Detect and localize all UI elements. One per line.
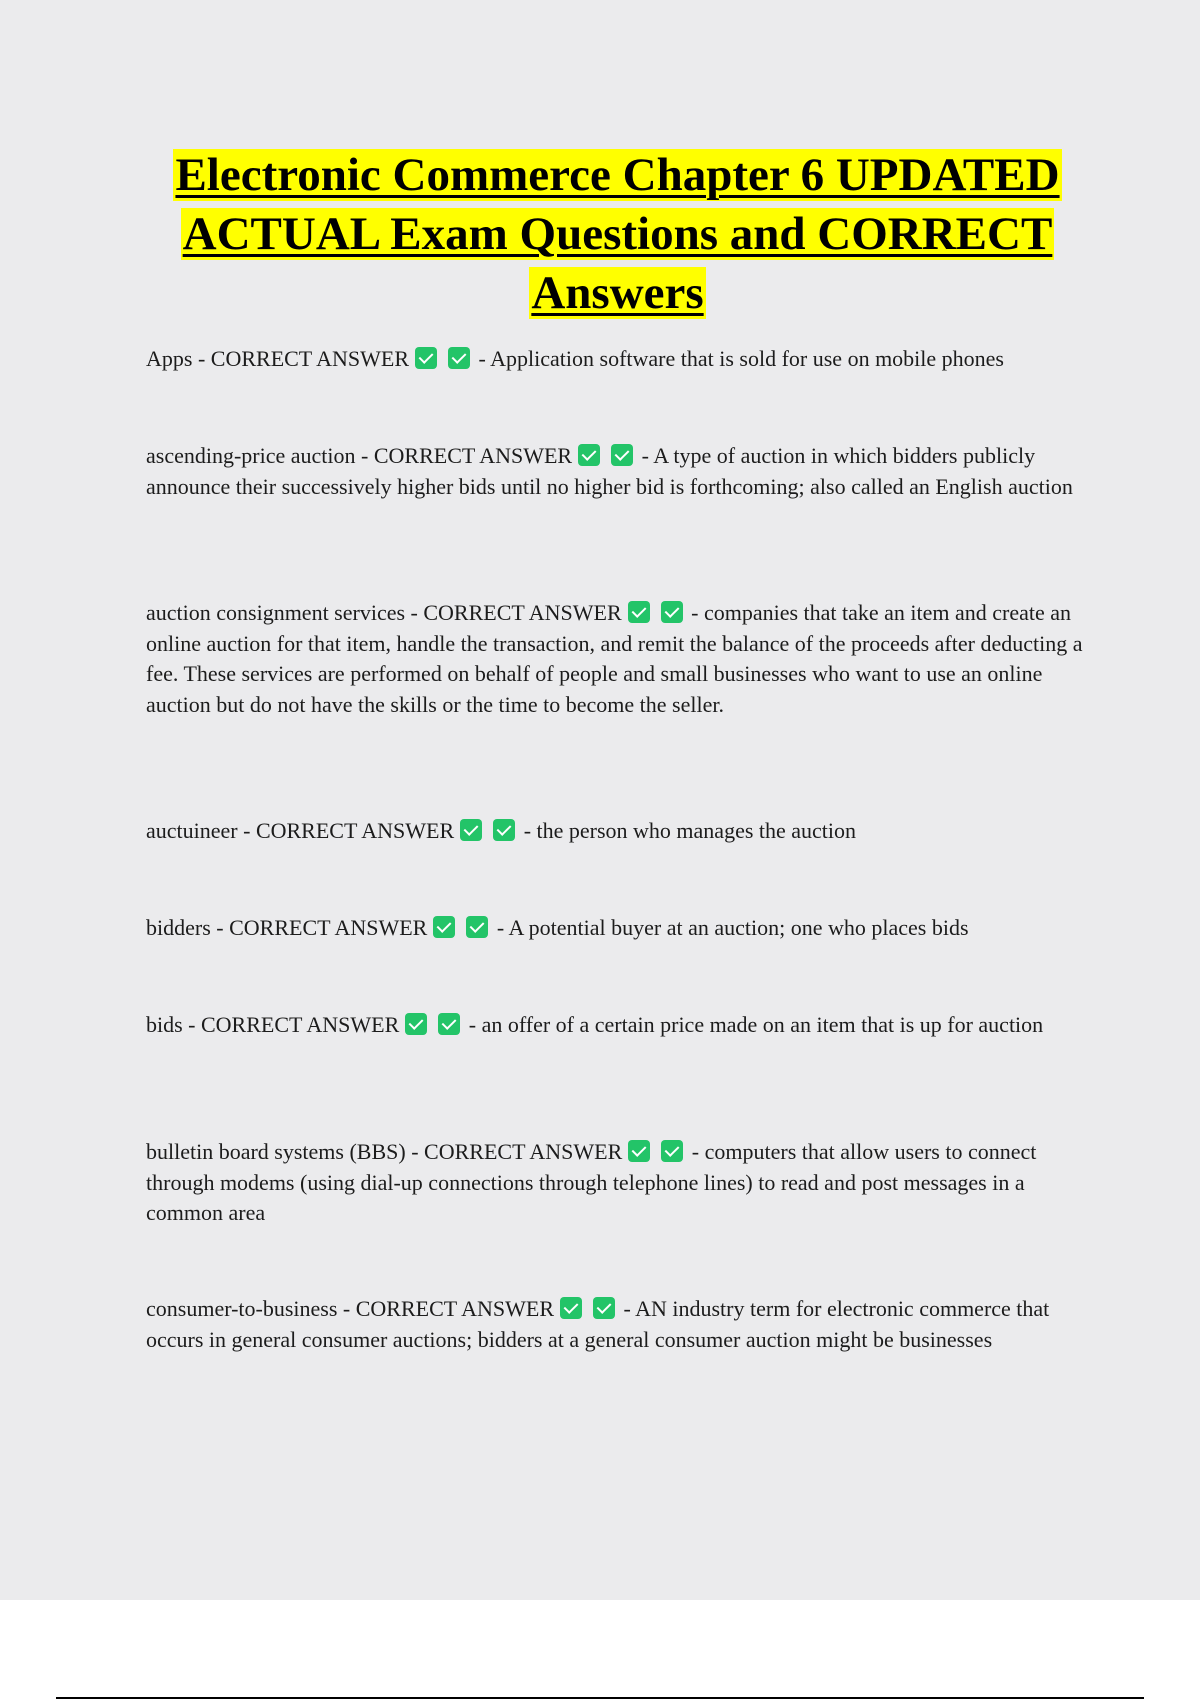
title-line-3: Answers: [531, 267, 704, 319]
check-mark-icon: [415, 347, 437, 369]
title-line-2: ACTUAL Exam Questions and CORRECT: [182, 208, 1053, 260]
entry-definition: - A type of auction in which bidders publicly announce their successively higher bids until no higher bid is forthcoming; also called an English auction: [146, 443, 1073, 499]
qa-entry-auction-consignment-services: [146, 598, 1096, 720]
check-mark-icon: [578, 444, 600, 466]
check-mark-icon: [628, 601, 650, 623]
answer-label: CORRECT ANSWER: [229, 915, 428, 940]
entry-definition: - AN industry term for electronic commerce that occurs in general consumer auctions; bidders at a general consumer auction might be businesses: [146, 1296, 1050, 1352]
check-mark-icon: [593, 1297, 615, 1319]
check-mark-icon: [560, 1297, 582, 1319]
document-title: [120, 146, 1115, 323]
title-line-1: Electronic Commerce Chapter 6 UPDATED: [175, 149, 1060, 201]
answer-label: CORRECT ANSWER: [201, 1012, 400, 1037]
qa-entry-bulletin-board-systems: [146, 1137, 1096, 1229]
entry-definition: - Application software that is sold for use on mobile phones: [478, 346, 1004, 371]
entry-term: bulletin board systems (BBS) -: [146, 1139, 425, 1164]
check-mark-icon: [661, 601, 683, 623]
entry-definition: - companies that take an item and create an online auction for that item, handle the transaction, and remit the balance of the proceeds after deducting a fee. These services are performed on behalf of people and small businesses who want to use an online auction but do not have the skills or the time to become the seller.: [146, 600, 1083, 717]
entry-definition: - computers that allow users to connect through modems (using dial-up connections through telephone lines) to read and post messages in a common area: [146, 1139, 1037, 1225]
entry-term: auction consignment services -: [146, 600, 424, 625]
qa-entry-bids: [146, 1010, 1096, 1041]
entry-term: bids -: [146, 1012, 201, 1037]
qa-entry-consumer-to-business: [146, 1294, 1096, 1355]
entry-definition: - the person who manages the auction: [523, 818, 857, 843]
entry-term: Apps -: [146, 346, 211, 371]
check-mark-icon: [493, 819, 515, 841]
entry-term: auctuineer -: [146, 818, 256, 843]
qa-entry-bidders: [146, 913, 1096, 944]
answer-label: CORRECT ANSWER: [424, 1139, 623, 1164]
entry-definition: - an offer of a certain price made on an item that is up for auction: [468, 1012, 1044, 1037]
check-mark-icon: [405, 1013, 427, 1035]
check-mark-icon: [611, 444, 633, 466]
check-mark-icon: [661, 1140, 683, 1162]
answer-label: CORRECT ANSWER: [355, 1296, 554, 1321]
check-mark-icon: [460, 819, 482, 841]
qa-entry-ascending-price-auction: [146, 441, 1096, 502]
answer-label: CORRECT ANSWER: [210, 346, 410, 371]
answer-label: CORRECT ANSWER: [255, 818, 455, 843]
check-mark-icon: [438, 1013, 460, 1035]
entry-definition: - A potential buyer at an auction; one who places bids: [496, 915, 969, 940]
check-mark-icon: [466, 916, 488, 938]
entry-term: consumer-to-business -: [146, 1296, 356, 1321]
answer-label: CORRECT ANSWER: [423, 600, 622, 625]
entry-term: bidders -: [146, 915, 230, 940]
qa-entry-auctuineer: [146, 816, 1096, 847]
entry-term: ascending-price auction -: [146, 443, 374, 468]
qa-entry-apps: [146, 344, 1096, 375]
check-mark-icon: [448, 347, 470, 369]
check-mark-icon: [433, 916, 455, 938]
answer-label: CORRECT ANSWER: [373, 443, 573, 468]
page-divider: [56, 1697, 1144, 1699]
check-mark-icon: [628, 1140, 650, 1162]
